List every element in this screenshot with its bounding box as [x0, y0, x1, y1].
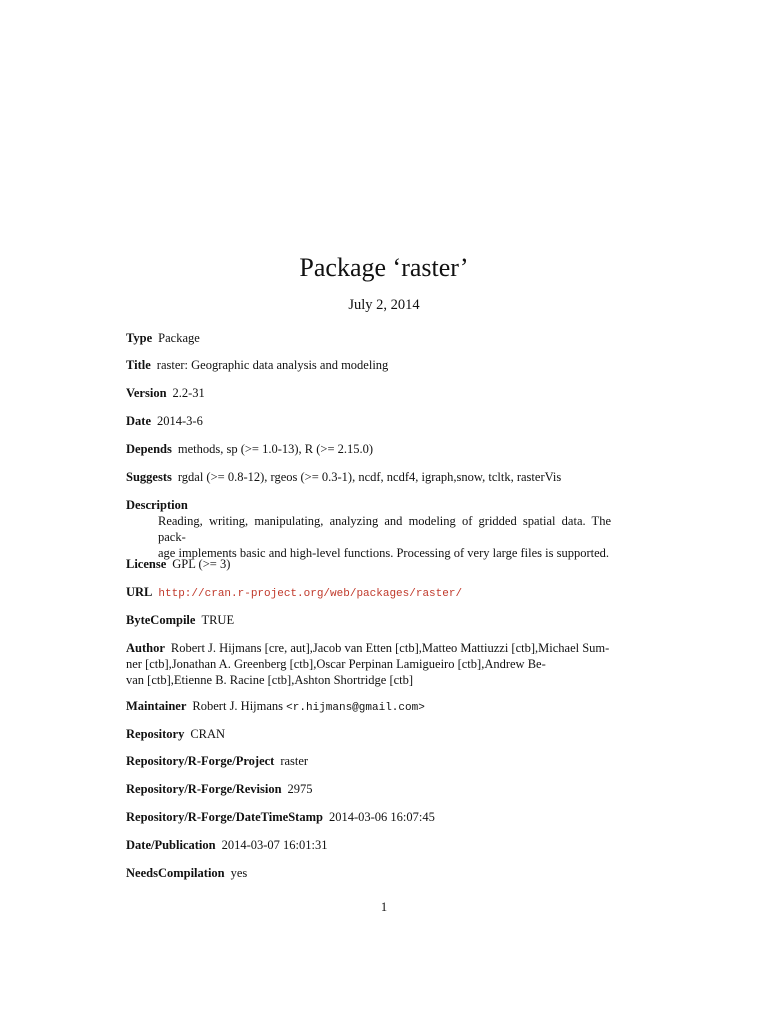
field-key: Description	[126, 498, 188, 512]
field-key: Date	[126, 414, 151, 428]
package-url-link[interactable]: http://cran.r-project.org/web/packages/raster/	[158, 588, 463, 600]
field-key: Depends	[126, 442, 172, 456]
field-author	[126, 640, 611, 688]
field-value: 2.2-31	[172, 386, 205, 400]
field-key: Date/Publication	[126, 838, 216, 852]
field-license	[126, 556, 611, 572]
field-date	[126, 413, 611, 429]
field-rforge-datetimestamp	[126, 809, 611, 825]
description-line: Reading, writing, manipulating, analyzing and modeling of gridded spatial data. The pack-	[158, 514, 611, 544]
field-key: Version	[126, 386, 167, 400]
field-key: Title	[126, 358, 151, 372]
field-key: Maintainer	[126, 699, 187, 713]
field-key: URL	[126, 585, 153, 599]
field-key: License	[126, 557, 167, 571]
field-value: TRUE	[201, 613, 235, 627]
field-key: Repository	[126, 727, 185, 741]
field-value: 2014-03-06 16:07:45	[328, 810, 435, 824]
field-value: Package	[158, 331, 200, 345]
author-line: Robert J. Hijmans [cre, aut],Jacob van Etten [ctb],Matteo Mattiuzzi [ctb],Michael Sum-	[170, 641, 610, 655]
field-key: Type	[126, 331, 153, 345]
field-value: 2014-3-6	[157, 414, 203, 428]
field-key: Repository/R-Forge/Project	[126, 754, 275, 768]
field-version	[126, 385, 611, 401]
package-title: Package ‘raster’	[299, 253, 469, 282]
field-key: NeedsCompilation	[126, 866, 225, 880]
author-line: van [ctb],Etienne B. Racine [ctb],Ashton Shortridge [ctb]	[126, 673, 414, 687]
field-type	[126, 330, 611, 346]
maintainer-email: <r.hijmans@gmail.com>	[286, 702, 425, 714]
field-suggests	[126, 469, 611, 485]
field-depends	[126, 441, 611, 457]
field-date-publication	[126, 837, 611, 853]
field-value: 2014-03-07 16:01:31	[221, 838, 328, 852]
field-key: ByteCompile	[126, 613, 196, 627]
document-date: July 2, 2014	[348, 297, 420, 313]
field-maintainer	[126, 698, 611, 716]
field-key: Repository/R-Forge/Revision	[126, 782, 282, 796]
field-url	[126, 584, 611, 602]
field-rforge-project	[126, 753, 611, 769]
description-text	[126, 513, 611, 561]
field-needs-compilation	[126, 865, 611, 881]
field-value: raster	[280, 754, 309, 768]
description-line: age implements basic and high-level functions. Processing of very large files is supported.	[158, 546, 610, 560]
maintainer-name: Robert J. Hijmans	[192, 699, 284, 713]
page-number: 1	[380, 900, 388, 914]
field-value: raster: Geographic data analysis and modeling	[156, 358, 389, 372]
field-key: Suggests	[126, 470, 172, 484]
field-rforge-revision	[126, 781, 611, 797]
field-value: 2975	[287, 782, 313, 796]
field-value: CRAN	[190, 727, 226, 741]
field-title	[126, 357, 611, 373]
author-line: ner [ctb],Jonathan A. Greenberg [ctb],Oscar Perpinan Lamigueiro [ctb],Andrew Be-	[126, 657, 546, 671]
field-value: rgdal (>= 0.8-12), rgeos (>= 0.3-1), ncdf, ncdf4, igraph,snow, tcltk, rasterVis	[177, 470, 562, 484]
field-repository	[126, 726, 611, 742]
field-key: Author	[126, 641, 165, 655]
field-bytecompile	[126, 612, 611, 628]
field-value: yes	[230, 866, 248, 880]
field-value: methods, sp (>= 1.0-13), R (>= 2.15.0)	[177, 442, 374, 456]
field-description	[126, 497, 611, 561]
field-value: GPL (>= 3)	[172, 557, 231, 571]
field-key: Repository/R-Forge/DateTimeStamp	[126, 810, 323, 824]
